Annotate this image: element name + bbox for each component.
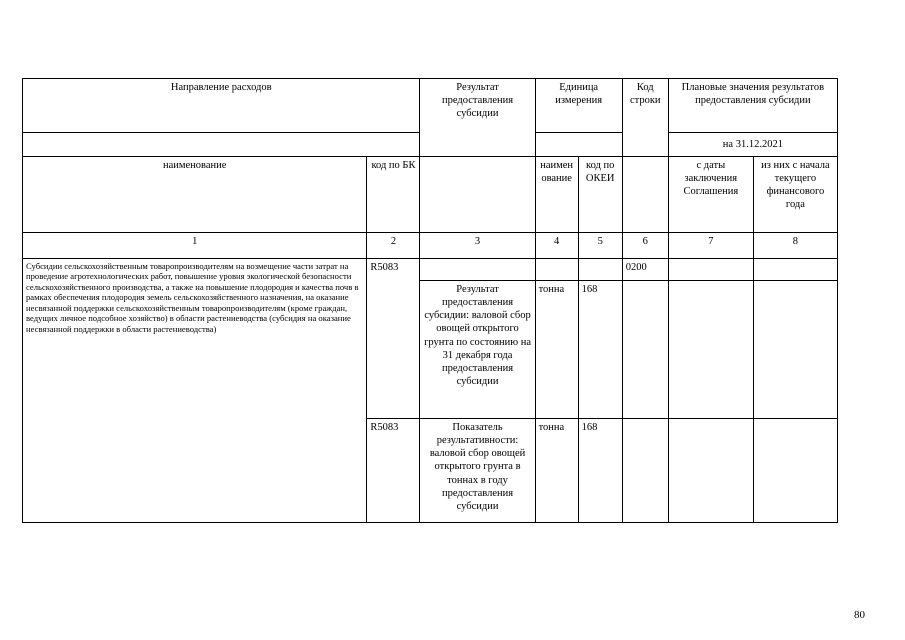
header-from-date: с даты заключения Соглашения [668, 157, 753, 233]
result-2: Показатель результативности: валовой сбор овощей открытого грунта в тоннах в году предоставления субсидии [420, 419, 535, 523]
col-number: 6 [622, 233, 668, 259]
header-result-spacer [420, 157, 535, 233]
empty-cell [420, 259, 535, 281]
code-bk-2: R5083 [367, 419, 420, 523]
column-numbers-row [23, 233, 838, 259]
header-code-row-spacer [622, 157, 668, 233]
table-row [23, 259, 838, 281]
header-unit-spacer [535, 133, 622, 157]
header-result: Результат предоставления субсидии [420, 79, 535, 157]
header-unit-okei: код по ОКЕИ [578, 157, 622, 233]
header-code-bk: код по БК [367, 157, 420, 233]
empty-cell [753, 419, 837, 523]
header-code-row: Код строки [622, 79, 668, 157]
expense-name: Субсидии сельскохозяйственным товаропроизводителям на возмещение части затрат на проведение агротехнологических работ, повышение уровня экологической безопасности сельскохозяйственного производства, а также на повышение плодородия и качества почв в рамках обеспечения плодородия земель сельскохозяйственного назначения, на оказание несвязанной поддержки сельскохозяйственным товаропроизводителям (кроме граждан, ведущих личное подсобное хозяйство) в области растениеводства (субсидия на оказание несвязанной поддержки в области растениеводства) [23, 259, 367, 523]
okei-1: 168 [578, 281, 622, 419]
col-number: 4 [535, 233, 578, 259]
header-direction-spacer [23, 133, 420, 157]
empty-cell [622, 281, 668, 419]
code-row-value: 0200 [622, 259, 668, 281]
col-number: 2 [367, 233, 420, 259]
col-number: 7 [668, 233, 753, 259]
empty-cell [535, 259, 578, 281]
empty-cell [668, 259, 753, 281]
empty-cell [668, 419, 753, 523]
col-number: 8 [753, 233, 837, 259]
empty-cell [578, 259, 622, 281]
header-from-year: из них с начала текущего финансового года [753, 157, 837, 233]
unit-1: тонна [535, 281, 578, 419]
code-bk-1: R5083 [367, 259, 420, 419]
empty-cell [753, 259, 837, 281]
header-name: наименование [23, 157, 367, 233]
expenses-table [22, 78, 838, 523]
header-direction: Направление расходов [23, 79, 420, 133]
col-number: 5 [578, 233, 622, 259]
unit-2: тонна [535, 419, 578, 523]
col-number: 3 [420, 233, 535, 259]
result-1: Результат предоставления субсидии: валовой сбор овощей открытого грунта по состоянию на 31 декабря года предоставления субсидии [420, 281, 535, 419]
okei-2: 168 [578, 419, 622, 523]
page-number: 80 [854, 609, 865, 621]
empty-cell [622, 419, 668, 523]
header-planned: Плановые значения результатов предоставления субсидии [668, 79, 837, 133]
header-unit: Единица измерения [535, 79, 622, 133]
header-unit-name: наимен ование [535, 157, 578, 233]
empty-cell [753, 281, 837, 419]
empty-cell [668, 281, 753, 419]
header-date: на 31.12.2021 [668, 133, 837, 157]
col-number: 1 [23, 233, 367, 259]
